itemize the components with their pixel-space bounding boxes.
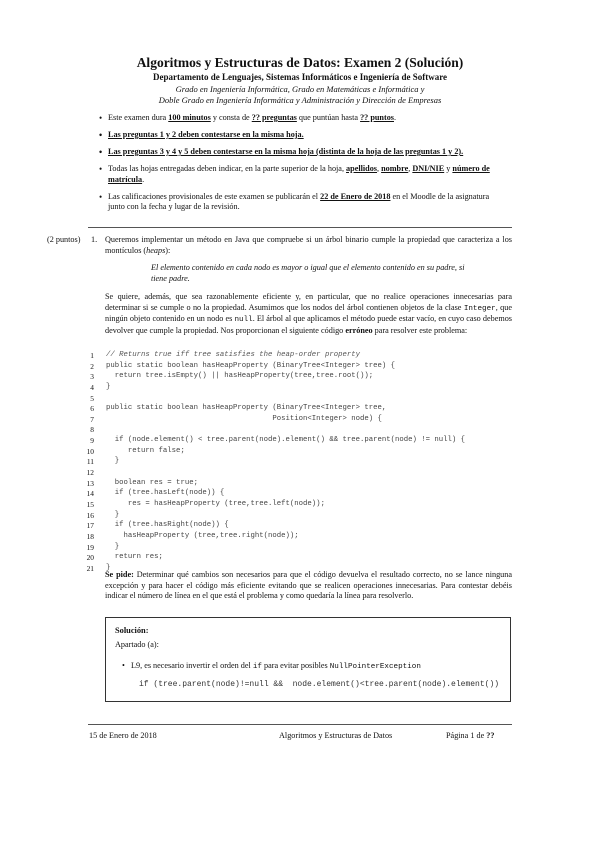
code-line xyxy=(76,468,516,479)
code-line xyxy=(76,543,516,554)
code-line xyxy=(76,479,516,490)
line-text: if (node.element() < tree.parent(node).element() && tree.parent(node) != null) { xyxy=(106,436,466,445)
code-line xyxy=(76,532,516,543)
duration-value: 100 minutos xyxy=(168,113,211,122)
code-line xyxy=(76,404,516,415)
line-text: hasHeapProperty (tree,tree.right(node)); xyxy=(106,531,299,540)
line-text: boolean res = true; xyxy=(106,478,198,487)
instruction-sheet-3-4-5: • Las preguntas 3 y 4 y 5 deben contestarse en la misma hoja (distinta de la hoja de las preguntas 1 y 2). xyxy=(108,147,508,158)
text: en el Moodle de la asignatura junto con la fecha y lugar de la revisión. xyxy=(108,191,490,211)
text: . xyxy=(393,113,397,122)
solution-box xyxy=(105,617,511,702)
line-number: 20 xyxy=(86,553,94,563)
code-line xyxy=(76,457,516,468)
line-number: 1 xyxy=(90,351,94,360)
code-line xyxy=(76,372,516,383)
line-number: 16 xyxy=(86,510,94,520)
line-number: 12 xyxy=(86,468,94,478)
line-number: 4 xyxy=(90,382,94,392)
header-divider xyxy=(88,227,512,228)
line-number: 13 xyxy=(86,478,94,488)
line-number: 10 xyxy=(86,446,94,456)
question-points: (2 puntos) xyxy=(47,235,81,244)
field-dni: DNI/NIE xyxy=(412,164,445,173)
text: ): xyxy=(165,245,171,255)
code-line xyxy=(76,362,516,373)
code-line xyxy=(76,394,516,405)
solution-subtitle: Apartado (a): xyxy=(115,640,159,649)
line-number: 9 xyxy=(90,436,94,446)
line-text: return false; xyxy=(106,446,185,455)
integer-class: Integer xyxy=(463,304,496,313)
text: , xyxy=(408,164,413,173)
line-text: } xyxy=(106,542,120,551)
text: Este examen dura xyxy=(108,113,169,122)
line-text: } xyxy=(106,457,120,466)
instruction-identification xyxy=(108,164,508,185)
line-text: if (tree.hasRight(node)) { xyxy=(106,521,229,530)
footer-date: 15 de Enero de 2018 xyxy=(89,731,157,740)
instruction-grades xyxy=(108,192,508,213)
line-text: } xyxy=(106,510,120,519)
line-number: 15 xyxy=(86,499,94,509)
solution-code: if (tree.parent(node)!=null && node.element()<tree.parent(node).element()) xyxy=(139,680,500,689)
exception-name: NullPointerException xyxy=(329,663,421,671)
code-line xyxy=(76,351,516,362)
field-nombre: nombre xyxy=(381,164,409,173)
degree-line-2: Doble Grado en Ingeniería Informática y Administración y Dirección de Empresas xyxy=(158,95,442,105)
instruction-duration xyxy=(108,113,508,124)
line-text: res = hasHeapProperty (tree,tree.left(node)); xyxy=(106,499,325,508)
footer-page xyxy=(446,731,494,740)
code-listing xyxy=(76,351,516,574)
line-number: 3 xyxy=(90,372,94,382)
text: , xyxy=(377,164,382,173)
text: Todas las hojas entregadas deben indicar, en la parte superior de la hoja, xyxy=(108,164,347,173)
if-keyword: if xyxy=(252,663,262,671)
line-number: 2 xyxy=(90,361,94,371)
question-number: 1. xyxy=(91,235,98,244)
code-line xyxy=(76,489,516,500)
text: Página 1 de xyxy=(446,731,487,740)
solution-title: Solución: xyxy=(115,626,149,635)
question-intro xyxy=(105,235,512,256)
text: Queremos implementar un método en Java que compruebe si un árbol binario cumple la propiedad que caracteriza a los montículos ( xyxy=(105,235,512,255)
erroneo-word: erróneo xyxy=(345,325,373,335)
text: Determinar qué cambios son necesarios para que el código devuelva el resultado correcto, no se lance ninguna excepción y para hacer el código más eficiente evitando que se realicen operaciones innecesarias. Para contestar debéis indicar el número de línea en el que está el problema y como quedaría la línea para resolverlo. xyxy=(105,570,512,600)
code-line xyxy=(76,553,516,564)
solution-bullet xyxy=(131,661,421,671)
text: y consta de xyxy=(210,113,252,122)
line-number: 17 xyxy=(86,521,94,531)
line-number: 14 xyxy=(86,489,94,499)
null-keyword: null xyxy=(234,316,253,324)
heaps-term: heaps xyxy=(146,245,166,255)
code-line xyxy=(76,383,516,394)
text: que puntúan hasta xyxy=(296,113,361,122)
line-number: 18 xyxy=(86,531,94,541)
exam-title: Algoritmos y Estructuras de Datos: Examen 2 (Solución) xyxy=(136,55,464,70)
text: L9, es necesario invertir el orden del xyxy=(131,661,253,670)
text: Las calificaciones provisionales de este examen se publicarán el xyxy=(108,191,321,201)
field-apellidos: apellidos xyxy=(346,164,377,173)
total-pages: ?? xyxy=(486,731,495,740)
text: . xyxy=(142,174,145,184)
line-text: return tree.isEmpty() || hasHeapProperty(tree,tree.root()); xyxy=(106,372,374,381)
code-line xyxy=(76,447,516,458)
heap-property-quote: El elemento contenido en cada nodo es mayor o igual que el elemento contenido en su padre, si tiene padre. xyxy=(151,263,465,283)
footer-course: Algoritmos y Estructuras de Datos xyxy=(279,731,393,740)
text: y xyxy=(444,164,453,173)
line-text: public static boolean hasHeapProperty (BinaryTree<Integer> tree, xyxy=(106,404,387,413)
text: para evitar posibles xyxy=(261,661,330,670)
line-number: 6 xyxy=(90,404,94,414)
instruction-sheet-1-2: • Las preguntas 1 y 2 deben contestarse en la misma hoja. xyxy=(108,130,508,141)
line-number: 5 xyxy=(90,393,94,403)
code-line xyxy=(76,511,516,522)
degree-line-1: Grado en Ingeniería Informática, Grado en Matemáticas e Informática y xyxy=(175,84,425,94)
line-number: 8 xyxy=(90,425,94,435)
question-ask xyxy=(105,570,512,602)
code-line xyxy=(76,436,516,447)
department-name: Departamento de Lenguajes, Sistemas Informáticos e Ingeniería de Software xyxy=(152,72,448,82)
questions-count: ?? preguntas xyxy=(251,113,297,122)
code-line xyxy=(76,500,516,511)
points-count: ?? puntos xyxy=(360,113,394,122)
text: para resolver este problema: xyxy=(372,325,468,335)
text: Se quiere, además, que sea razonablemente eficiente y, en particular, que no realice operaciones innecesarias para determinar si se cumple o no la propiedad. Asumimos que los nodos del árbol contienen objetos de la clase xyxy=(105,292,512,312)
line-text: if (tree.hasLeft(node)) { xyxy=(106,489,225,498)
line-number: 7 xyxy=(90,414,94,424)
code-line xyxy=(76,415,516,426)
line-number: 11 xyxy=(86,457,94,467)
line-text: // Returns true iff tree satisfies the heap-order property xyxy=(106,351,360,359)
question-context xyxy=(105,292,512,336)
footer-divider xyxy=(88,724,512,725)
line-text: public static boolean hasHeapProperty (BinaryTree<Integer> tree) { xyxy=(106,361,396,370)
line-text: return res; xyxy=(106,553,163,562)
line-text: Position<Integer> node) { xyxy=(106,414,382,423)
field-matricula: número de matrícula xyxy=(108,164,490,184)
line-text: } xyxy=(106,382,111,391)
code-line xyxy=(76,521,516,532)
grades-date: 22 de Enero de 2018 xyxy=(320,191,391,201)
line-number: 21 xyxy=(86,563,94,573)
ask-label: Se pide: xyxy=(105,570,134,579)
code-line xyxy=(76,425,516,436)
line-text: } xyxy=(106,563,111,572)
text: , que ningún objeto contenido en un nodo es xyxy=(105,302,512,323)
line-number: 19 xyxy=(86,542,94,552)
instructions-list xyxy=(108,113,508,219)
text: . El árbol al que aplicamos el método puede estar vacío, en cuyo caso debemos devolver que cumple la propiedad. Nos proporcionan el siguiente código xyxy=(105,314,512,335)
